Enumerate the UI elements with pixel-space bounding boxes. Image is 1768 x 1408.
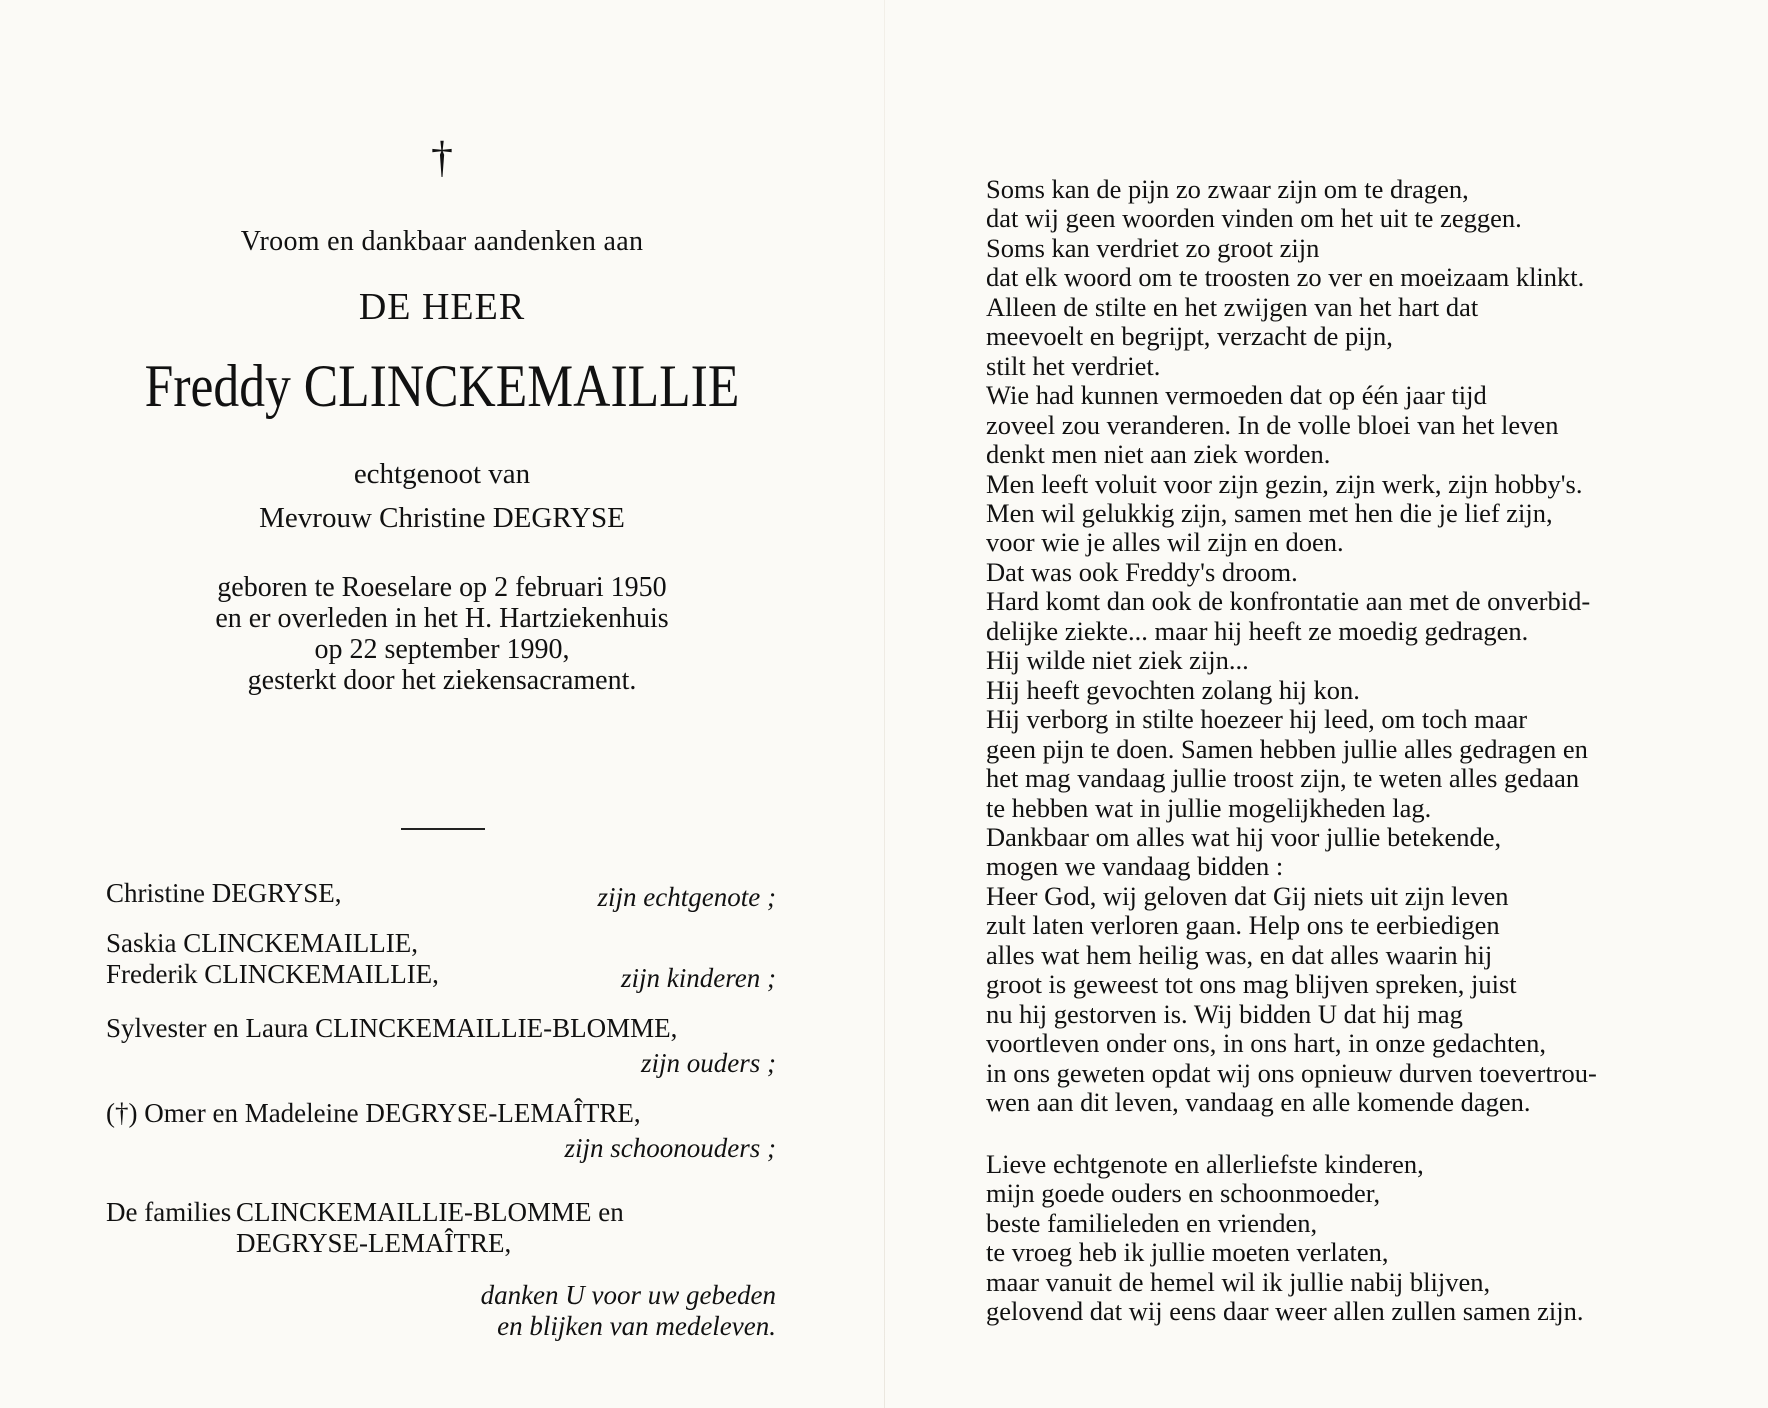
text-line: voor wie je alles wil zijn en doen. [986, 527, 1344, 558]
thanks [106, 1280, 776, 1342]
memorial-text [986, 175, 1706, 1118]
text-line: zoveel zou veranderen. In de volle bloei van het leven [986, 409, 1559, 440]
intro-text: Vroom en dankbaar aandenken aan [240, 226, 644, 257]
family-children [106, 928, 776, 993]
bio-line: gesterkt door het ziekensacrament. [247, 665, 637, 696]
biography [0, 572, 884, 696]
text-line: wen aan dit leven, vandaag en alle komende dagen. [986, 1087, 1531, 1118]
text-line: voortleven onder ons, in ons hart, in onze gedachten, [986, 1028, 1547, 1059]
card-fold [884, 0, 885, 1408]
text-line: Men leeft voluit voor zijn gezin, zijn werk, zijn hobby's. [986, 468, 1583, 499]
cross-icon: † [431, 133, 453, 182]
text-line: Dat was ook Freddy's droom. [986, 556, 1298, 587]
family-name: Saskia CLINCKEMAILLIE, [106, 928, 418, 958]
text-line: Soms kan de pijn zo zwaar zijn om te dragen, [986, 174, 1469, 204]
closing-line: te vroeg heb ik jullie moeten verlaten, [986, 1237, 1389, 1268]
thanks-line: en blijken van medeleven. [497, 1311, 776, 1341]
bio-line: geboren te Roeselare op 2 februari 1950 [217, 572, 667, 603]
closing-line: mijn goede ouders en schoonmoeder, [986, 1178, 1381, 1209]
spouse-label: echtgenoot van [353, 458, 531, 490]
closing-line: maar vanuit de hemel wil ik jullie nabij blijven, [986, 1266, 1491, 1297]
family-role: zijn echtgenote ; [597, 882, 776, 912]
family-name: CLINCKEMAILLIE-BLOMME en [236, 1197, 624, 1227]
family-wife [106, 878, 776, 912]
text-line: Alleen de stilte en het zwijgen van het hart dat [986, 291, 1479, 322]
closing-line: gelovend dat wij eens daar weer allen zullen samen zijn. [986, 1296, 1584, 1327]
closing-text [986, 1150, 1706, 1327]
text-line: Hij heeft gevochten zolang hij kon. [986, 674, 1360, 705]
spouse-name: Mevrouw Christine DEGRYSE [259, 502, 625, 534]
family-inlaws [106, 1098, 776, 1163]
text-line: Hij wilde niet ziek zijn... [986, 645, 1249, 676]
text-line: alles wat hem heilig was, en dat alles waarin hij [986, 939, 1493, 970]
closing-line: Lieve echtgenote en allerliefste kinderen, [986, 1149, 1424, 1179]
text-line: geen pijn te doen. Samen hebben jullie alles gedragen en [986, 733, 1588, 764]
deceased-name: Freddy CLINCKEMAILLIE [144, 353, 740, 419]
thanks-line: danken U voor uw gebeden [480, 1280, 776, 1310]
text-line: in ons geweten opdat wij ons opnieuw durven toevertrou- [986, 1057, 1597, 1088]
closing-line: beste familieleden en vrienden, [986, 1207, 1318, 1238]
family-role: zijn kinderen ; [621, 963, 776, 993]
bio-line: en er overleden in het H. Hartziekenhuis [215, 603, 669, 634]
family-name: Frederik CLINCKEMAILLIE, [106, 959, 439, 989]
text-line: denkt men niet aan ziek worden. [986, 439, 1331, 470]
text-line: Hij verborg in stilte hoezeer hij leed, om toch maar [986, 704, 1528, 735]
divider [401, 828, 485, 830]
family-name: (†) Omer en Madeleine DEGRYSE-LEMAÎTRE, [106, 1098, 641, 1128]
bio-line: op 22 september 1990, [314, 634, 570, 665]
text-line: Dankbaar om alles wat hij voor jullie betekende, [986, 821, 1502, 852]
text-line: meevoelt en begrijpt, verzacht de pijn, [986, 321, 1393, 352]
honorific: DE HEER [358, 286, 526, 328]
text-line: stilt het verdriet. [986, 350, 1161, 381]
family-name: Christine DEGRYSE, [106, 878, 342, 908]
text-line: zult laten verloren gaan. Help ons te eerbiedigen [986, 910, 1500, 941]
family-name: Sylvester en Laura CLINCKEMAILLIE-BLOMME, [106, 1013, 678, 1043]
text-line: dat wij geen woorden vinden om het uit te zeggen. [986, 203, 1522, 234]
text-line: te hebben wat in jullie mogelijkheden lag. [986, 792, 1432, 823]
text-line: dat elk woord om te troosten zo ver en moeizaam klinkt. [986, 262, 1585, 293]
family-families [106, 1197, 776, 1259]
family-parents [106, 1013, 776, 1078]
text-line: groot is geweest tot ons mag blijven spreken, juist [986, 969, 1517, 1000]
family-role: zijn ouders ; [641, 1048, 776, 1078]
text-line: nu hij gestorven is. Wij bidden U dat hij mag [986, 998, 1463, 1029]
text-line: delijke ziekte... maar hij heeft ze moedig gedragen. [986, 615, 1529, 646]
text-line: Men wil gelukkig zijn, samen met hen die je lief zijn, [986, 497, 1553, 528]
families-prefix: De families [106, 1197, 232, 1227]
text-line: Hard komt dan ook de konfrontatie aan met de onverbid- [986, 586, 1591, 617]
family-role: zijn schoonouders ; [564, 1133, 776, 1163]
text-line: Heer God, wij geloven dat Gij niets uit zijn leven [986, 880, 1509, 911]
text-line: Wie had kunnen vermoeden dat op één jaar tijd [986, 380, 1487, 411]
text-line: mogen we vandaag bidden : [986, 851, 1284, 882]
text-line: het mag vandaag jullie troost zijn, te weten alles gedaan [986, 763, 1580, 794]
family-name: DEGRYSE-LEMAÎTRE, [236, 1228, 512, 1258]
text-line: Soms kan verdriet zo groot zijn [986, 232, 1320, 263]
